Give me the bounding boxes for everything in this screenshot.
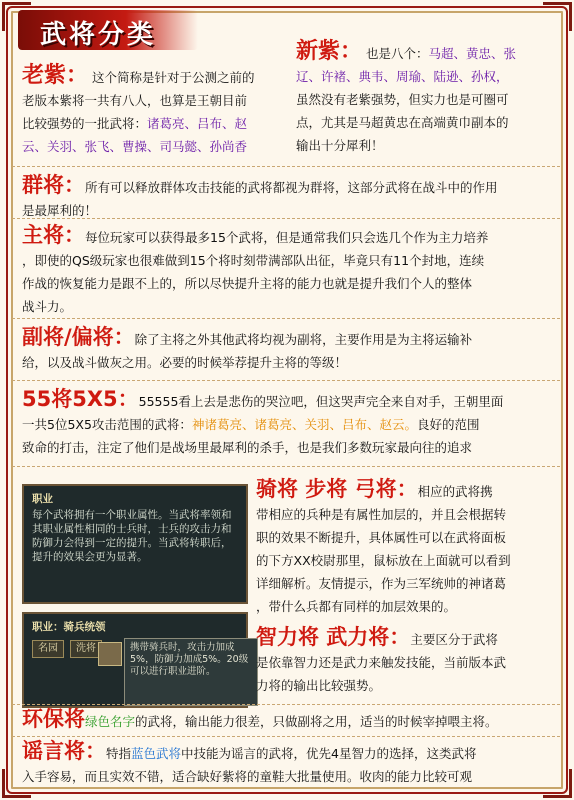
zhili-heading: 智力将 武力将： — [256, 625, 411, 649]
five-text: 一共5位5X5攻击范围的武将： — [22, 417, 192, 432]
section-xinzi — [296, 40, 552, 157]
corner-ornament — [543, 2, 572, 31]
five-text: 致命的打击，注定了他们是战场里最犀利的杀手，也是我们多数玩家最向往的追求 — [22, 440, 473, 455]
laozi-heading: 老紫： — [22, 63, 89, 88]
section-qi — [256, 478, 556, 618]
five-heading: 55将5X5： — [22, 387, 139, 411]
qi-text: 相应的武将携 — [417, 484, 493, 499]
qi-text: 详细解析。友情提示，作为三军统帅的神诸葛 — [256, 576, 507, 591]
section-yaoyan — [22, 740, 558, 788]
qun-text: 是最犀利的！ — [22, 203, 98, 218]
section-fu — [22, 326, 558, 374]
laozi-general-names: 诸葛亮、吕布、赵 — [147, 116, 248, 131]
yaoyan-text: 入手容易，而且实效不错，适合缺好紫将的童鞋大批量使用。收肉的能力比较可观 — [22, 769, 473, 784]
zhu-text: ，即使的QS级玩家也很难做到15个将时刻带满部队出征，毕竟只有11个封地，连续 — [22, 253, 485, 268]
qi-text: 的下方XX校尉那里，鼠标放在上面就可以看到 — [256, 553, 511, 568]
tooltip: 携带骑兵时，攻击力加成5%，防御力加成5%。20级可以进行职业进阶。 — [124, 638, 258, 706]
yaoyan-heading: 谣言将： — [22, 739, 106, 763]
huanbao-text: 的武将，输出能力很差，只做副将之用，适当的时候宰掉喂主将。 — [135, 714, 498, 729]
green-name-highlight: 绿色名字 — [85, 714, 136, 729]
screenshot-text: 每个武将拥有一个职业属性。当武将率领和其职业属性相同的士兵时，士兵的攻击力和防御力会得到一定的提升。当武将转职后，提升的效果会更为显著。 — [32, 509, 232, 563]
zhu-text: 每位玩家可以获得最多15个武将，但是通常我们只会选几个作为主力培养 — [85, 230, 489, 245]
fu-heading: 副将/偏将： — [22, 325, 135, 349]
section-qun — [22, 174, 558, 222]
zhili-text: 主要区分于武将 — [410, 632, 498, 647]
wash-general-button[interactable]: 洗将 — [70, 640, 102, 658]
screenshot-label: 职业：骑兵统领 — [32, 621, 106, 633]
divider — [12, 704, 560, 705]
zhili-text: 是依靠智力还是武力来触发技能，当前版本武 — [256, 655, 507, 670]
section-huanbao — [22, 708, 558, 733]
divider — [12, 318, 560, 319]
zhu-heading: 主将： — [22, 223, 85, 247]
five-general-names: 神诸葛亮、诸葛亮、关羽、吕布、赵云。 — [191, 417, 417, 432]
yaoyan-text: 中技能为谣言的武将，优先4星智力的选择，这类武将 — [181, 746, 477, 761]
five-text: 良好的范围 — [416, 417, 480, 432]
xinzi-heading: 新紫： — [296, 39, 363, 64]
xinzi-text: 也是八个： — [366, 46, 429, 61]
section-laozi — [22, 64, 292, 158]
xinzi-text: 输出十分犀利！ — [296, 138, 384, 153]
divider — [12, 218, 560, 219]
fu-text: 除了主将之外其他武将均视为副将，主要作用是为主将运输补 — [134, 332, 473, 347]
xinzi-text: 点，尤其是马超黄忠在高端黄巾副本的 — [296, 115, 509, 130]
laozi-text: 老版本紫将一共有八人， — [22, 93, 160, 108]
laozi-general-names: 云、关羽、张飞、曹操、司马懿、孙尚香 — [22, 139, 248, 154]
game-screenshot-cavalry — [22, 612, 248, 708]
five-text: 55555看上去是悲伤的哭泣吧，但这哭声完全来自对手，王朝里面 — [138, 394, 504, 409]
section-five — [22, 388, 558, 459]
section-zhili — [256, 626, 556, 697]
divider — [12, 466, 560, 467]
divider — [12, 736, 560, 737]
qun-heading: 群将： — [22, 173, 85, 197]
qi-heading: 骑将 步将 弓将： — [256, 477, 418, 501]
laozi-text: 也算是王朝目前 — [159, 93, 248, 108]
divider — [12, 166, 560, 167]
xinzi-text: 虽然没有老紫强势，但实力也是可圈可 — [296, 92, 509, 107]
blue-general-highlight: 蓝色武将 — [131, 746, 182, 761]
page-title-banner — [18, 10, 198, 50]
fu-text: 给，以及战斗做灰之用。必要的时候举荐提升主将的等级！ — [22, 355, 348, 370]
xinzi-general-names: 马超、黄忠、张 — [428, 46, 517, 61]
divider — [12, 380, 560, 381]
page-title: 武将分类 — [40, 20, 157, 50]
zhili-text: 力将的输出比较强势。 — [256, 678, 382, 693]
section-zhu — [22, 224, 558, 318]
game-screenshot-profession — [22, 484, 248, 604]
qi-text: 带相应的兵种是有属性加层的，并且会根据转 — [256, 507, 507, 522]
cavalry-icon — [98, 642, 122, 666]
screenshot-title: 职业 — [32, 493, 53, 505]
qi-text: ，带什么兵都有同样的加层效果的。 — [256, 599, 457, 614]
zhu-text: 作战的恢复能力是跟不上的，所以尽快提升主将的能力也就是提升我们个人的整体 — [22, 276, 473, 291]
huanbao-heading: 环保将 — [22, 707, 85, 731]
qi-text: 职的效果不断提升，具体属性可以在武将面板 — [256, 530, 507, 545]
xinzi-general-names: 辽、许褚、典韦、周瑜、陆逊、孙权， — [296, 69, 509, 84]
garden-button[interactable]: 名园 — [32, 640, 64, 658]
laozi-text: 比较强势的一批武将： — [22, 116, 148, 131]
qun-text: 所有可以释放群体攻击技能的武将都视为群将，这部分武将在战斗中的作用 — [85, 180, 498, 195]
yaoyan-text: 特指 — [106, 746, 132, 761]
zhu-text: 战斗力。 — [22, 299, 73, 314]
laozi-text: 这个简称是针对于公测之前的 — [92, 70, 255, 85]
